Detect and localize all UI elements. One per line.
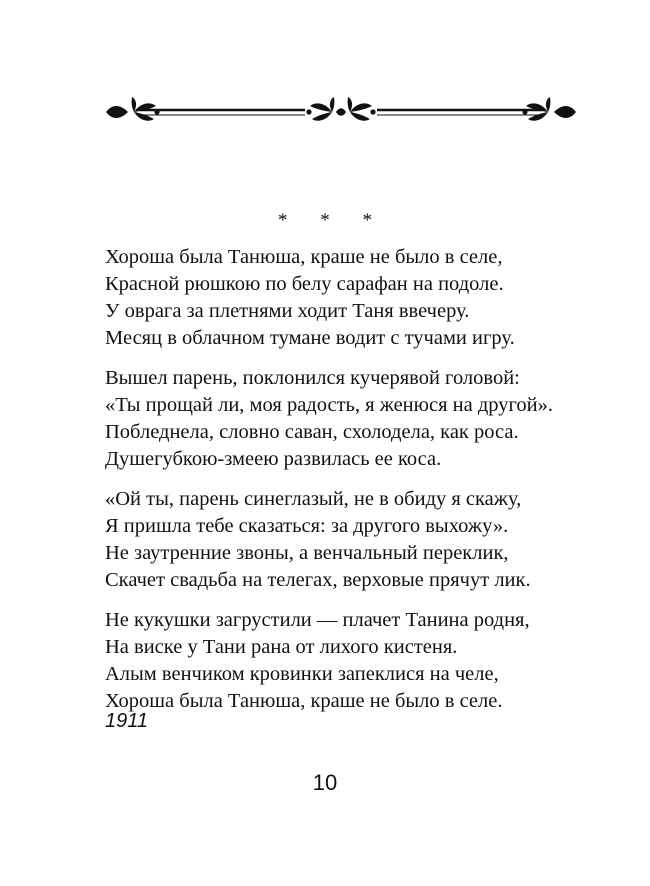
page-number: 10 [312, 770, 338, 795]
stanza [105, 365, 605, 473]
poem-line: Вышел парень, поклонился кучерявой головой: [105, 367, 520, 389]
poem-line: «Ты прощай ли, моя радость, я женюся на другой». [105, 394, 553, 416]
poem-line: Месяц в облачном тумане водит с тучами игру. [105, 327, 515, 349]
poem-line: На виске у Тани рана от лихого кистеня. [105, 636, 458, 658]
poem-line: Скачет свадьба на телегах, верховые прячут лик. [105, 569, 531, 591]
poem-line: Алым венчиком кровинки запеклися на челе, [105, 663, 499, 685]
stanza [105, 486, 605, 594]
poem-line: Побледнела, словно саван, схолодела, как роса. [105, 421, 519, 443]
poem-line: Не заутренние звоны, а венчальный переклик, [105, 542, 509, 564]
poem-line: Красной рюшкою по белу сарафан на подоле. [105, 273, 504, 295]
stanza [105, 607, 605, 715]
poem-line: Душегубкою-змеею развилась ее коса. [105, 448, 442, 470]
poem-line: Хороша была Танюша, краше не было в селе, [105, 246, 503, 268]
poem-year: 1911 [105, 710, 149, 732]
poem-line: Хороша была Танюша, краше не было в селе. [105, 690, 503, 712]
poem-line: Не кукушки загрустили — плачет Танина родня, [105, 609, 530, 631]
stanza-separator: * * * [278, 210, 386, 231]
poem [105, 244, 605, 728]
poem-line: «Ой ты, парень синеглазый, не в обиду я скажу, [105, 488, 522, 510]
floral-divider-icon [100, 96, 582, 130]
stanza [105, 244, 605, 352]
poem-line: У оврага за плетнями ходит Таня ввечеру. [105, 300, 470, 322]
poem-line: Я пришла тебе сказаться: за другого выхожу». [105, 515, 509, 537]
